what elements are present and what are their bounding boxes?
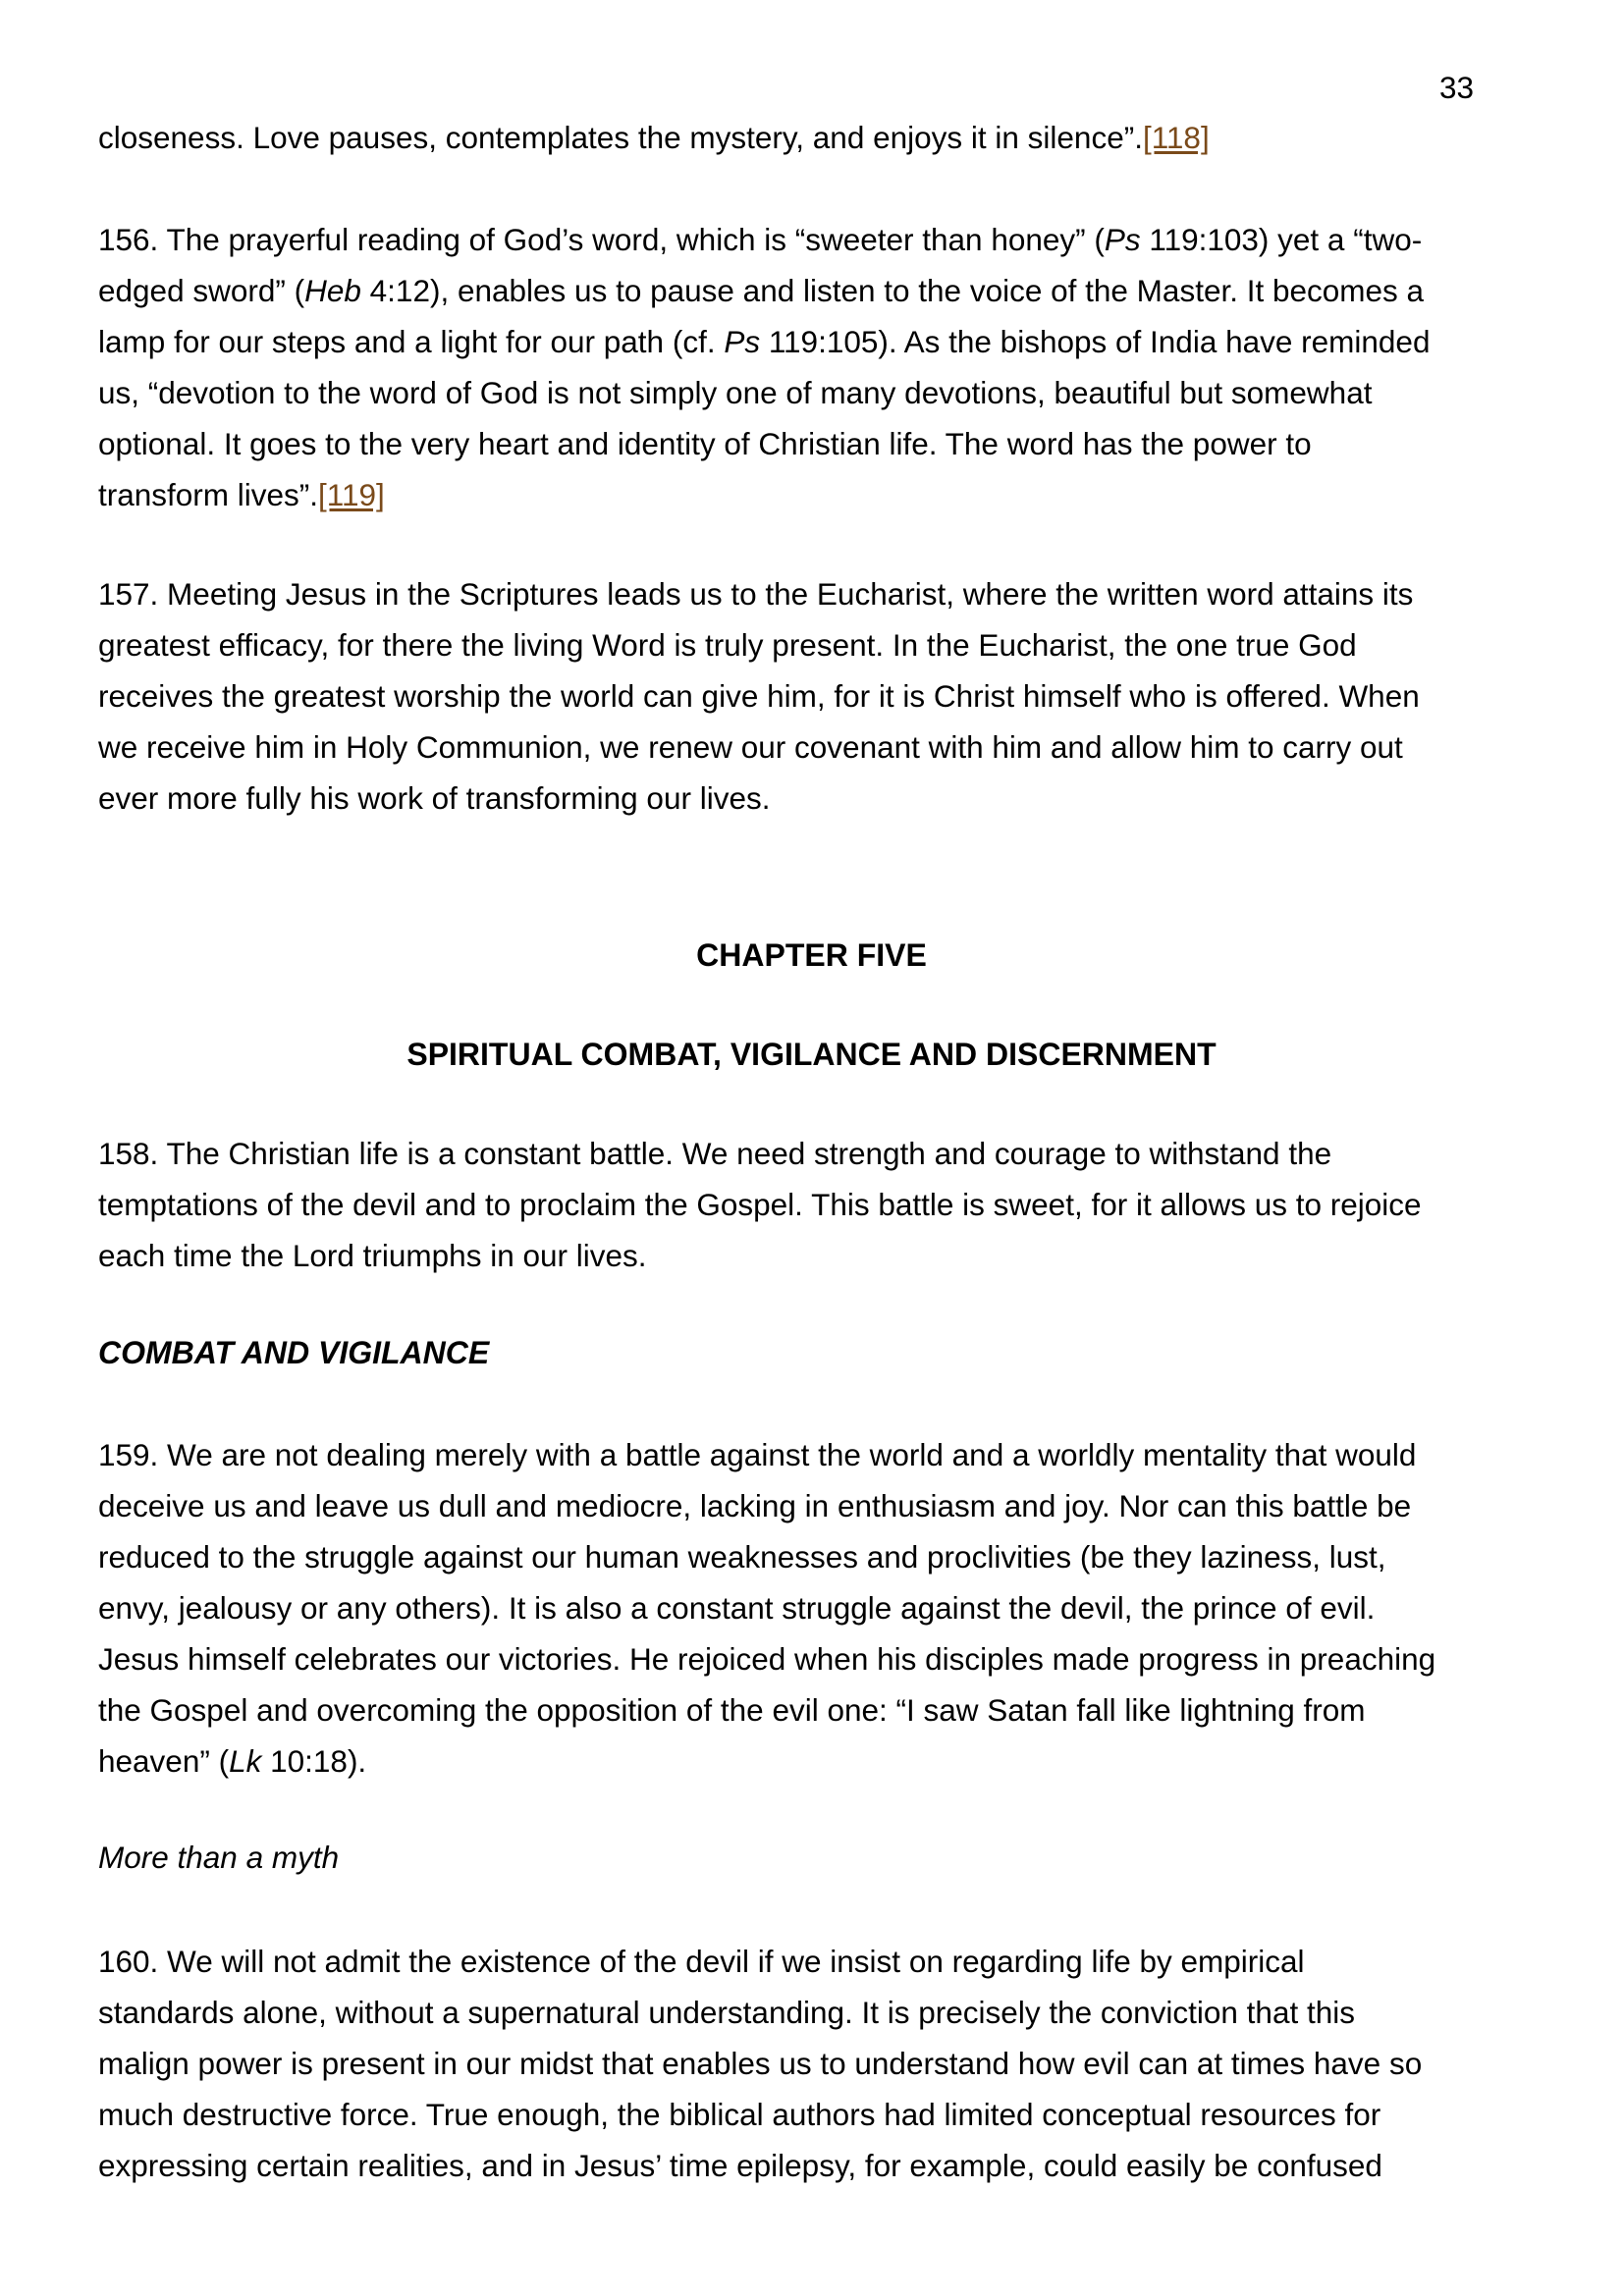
scripture-book-abbrev: Lk: [229, 1743, 262, 1779]
text-line: [98, 214, 1422, 265]
text-line: [98, 265, 1424, 316]
text-run: ever more fully his work of transforming our lives.: [98, 780, 771, 816]
text-run: deceive us and leave us dull and mediocre, lacking in enthusiasm and joy. Nor can this battle be: [98, 1488, 1412, 1523]
text-run: closeness. Love pauses, contemplates the mystery, and enjoys it in silence”.: [98, 120, 1143, 155]
text-run: much destructive force. True enough, the biblical authors had limited conceptual resources for: [98, 2097, 1381, 2132]
text-line: [98, 2089, 1380, 2140]
footnote-link[interactable]: [118]: [1142, 120, 1210, 155]
text-line: [98, 1230, 647, 1281]
text-line: [98, 1429, 1416, 1480]
text-run: each time the Lord triumphs in our lives.: [98, 1238, 647, 1273]
text-run: COMBAT AND VIGILANCE: [98, 1335, 490, 1370]
text-line: [98, 1832, 339, 1883]
text-line: [98, 1029, 1525, 1080]
text-line: [98, 316, 1430, 367]
text-run: lamp for our steps and a light for our path (cf.: [98, 324, 725, 359]
text-run: the Gospel and overcoming the opposition of the evil one: “I saw Satan fall like lightning from: [98, 1692, 1366, 1728]
text-line: [98, 1633, 1435, 1684]
text-run: malign power is present in our midst that enables us to understand how evil can at times have so: [98, 2046, 1423, 2081]
text-run: reduced to the struggle against our human weaknesses and proclivities (be they laziness, lust,: [98, 1539, 1386, 1575]
text-line: [98, 670, 1420, 721]
text-line: [98, 568, 1413, 619]
text-run: 158. The Christian life is a constant battle. We need strength and courage to withstand the: [98, 1136, 1332, 1171]
text-run: we receive him in Holy Communion, we renew our covenant with him and allow him to carry out: [98, 729, 1403, 765]
text-run: edged sword” (: [98, 273, 305, 308]
text-run: envy, jealousy or any others). It is also a constant struggle against the devil, the prince of evil.: [98, 1590, 1376, 1626]
text-run: 160. We will not admit the existence of the devil if we insist on regarding life by empirical: [98, 1944, 1305, 1979]
text-run: receives the greatest worship the world can give him, for it is Christ himself who is offered. When: [98, 678, 1420, 714]
text-run: Jesus himself celebrates our victories. He rejoiced when his disciples made progress in preaching: [98, 1641, 1436, 1677]
text-run: 156. The prayerful reading of God’s word, which is “sweeter than honey” (: [98, 222, 1105, 257]
text-line: [98, 2140, 1382, 2191]
text-line: [98, 1936, 1305, 1987]
text-line: [98, 1327, 489, 1378]
text-line: [98, 1179, 1422, 1230]
text-line: [98, 619, 1357, 670]
scripture-book-abbrev: Ps: [1104, 222, 1141, 257]
text-line: [98, 367, 1372, 418]
text-run: greatest efficacy, for there the living Word is truly present. In the Eucharist, the one true God: [98, 627, 1357, 663]
text-run: 159. We are not dealing merely with a battle against the world and a worldly mentality that would: [98, 1437, 1417, 1472]
text-line: [98, 469, 385, 520]
text-line: [98, 721, 1403, 773]
scripture-book-abbrev: Heb: [304, 273, 361, 308]
text-line: [98, 2038, 1422, 2089]
text-run: 10:18).: [261, 1743, 367, 1779]
text-line: [98, 773, 770, 824]
text-run: 4:12), enables us to pause and listen to the voice of the Master. It becomes a: [360, 273, 1425, 308]
text-run: 157. Meeting Jesus in the Scriptures leads us to the Eucharist, where the written word attains its: [98, 576, 1414, 612]
text-run: SPIRITUAL COMBAT, VIGILANCE AND DISCERNMENT: [406, 1037, 1217, 1072]
text-run: 119:103) yet a “two-: [1140, 222, 1423, 257]
text-run: CHAPTER FIVE: [696, 937, 927, 973]
text-line: [98, 930, 1525, 981]
text-run: expressing certain realities, and in Jesus’ time epilepsy, for example, could easily be confused: [98, 2148, 1382, 2183]
text-line: [98, 418, 1312, 469]
text-run: heaven” (: [98, 1743, 230, 1779]
text-run: standards alone, without a supernatural understanding. It is precisely the conviction that this: [98, 1995, 1355, 2030]
text-line: [98, 1531, 1385, 1582]
text-run: us, “devotion to the word of God is not simply one of many devotions, beautiful but somewhat: [98, 375, 1373, 410]
text-line: [98, 1480, 1411, 1531]
text-line: [98, 1735, 366, 1787]
text-line: [98, 112, 1210, 163]
text-run: temptations of the devil and to proclaim the Gospel. This battle is sweet, for it allows us to rejoice: [98, 1187, 1422, 1222]
footnote-link[interactable]: [119]: [318, 477, 385, 512]
scripture-book-abbrev: Ps: [724, 324, 761, 359]
text-run: optional. It goes to the very heart and identity of Christian life. The word has the power to: [98, 426, 1312, 461]
text-run: More than a myth: [98, 1840, 340, 1875]
text-line: [98, 1987, 1355, 2038]
text-line: [98, 1128, 1331, 1179]
page-number: 33: [1439, 70, 1475, 105]
text-run: transform lives”.: [98, 477, 319, 512]
text-line: [98, 1582, 1375, 1633]
text-run: 119:105). As the bishops of India have reminded: [760, 324, 1431, 359]
text-line: [98, 1684, 1366, 1735]
